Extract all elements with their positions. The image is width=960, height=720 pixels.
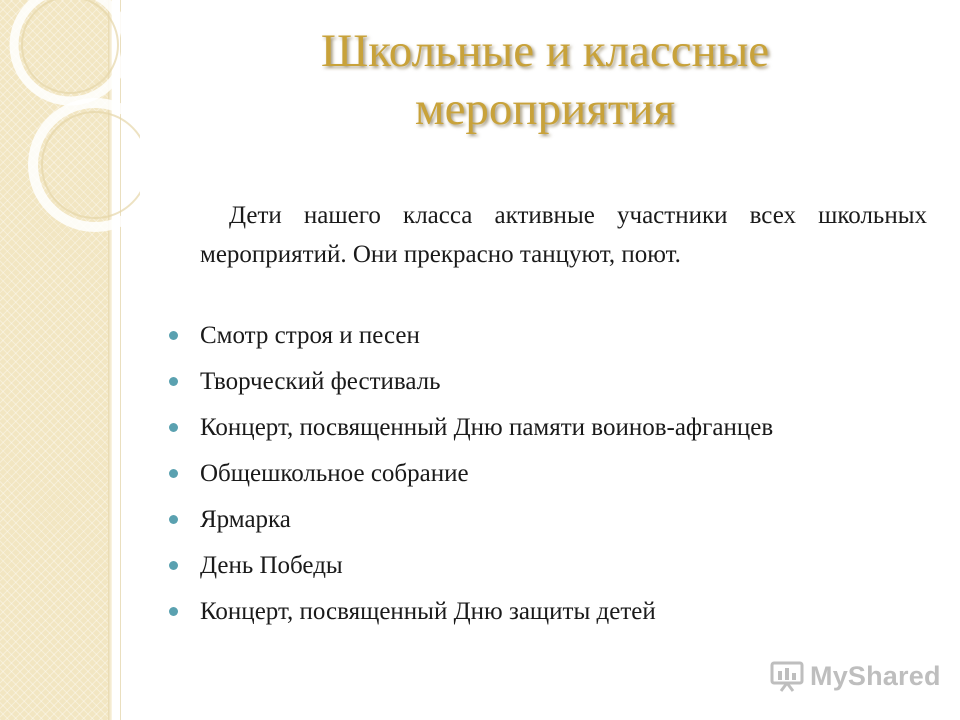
list-item xyxy=(160,456,940,491)
list-item-text: День Победы xyxy=(200,552,343,579)
list-item-text: Общешкольное собрание xyxy=(200,460,469,487)
bullet-dot-icon xyxy=(169,515,178,524)
list-item-text: Концерт, посвященный Дню защиты детей xyxy=(200,598,656,625)
list-item-text: Смотр строя и песен xyxy=(200,322,420,349)
list-item xyxy=(160,502,940,537)
intro-paragraph: Дети нашего класса активные участники всех школьных мероприятий. Они прекрасно танцуют, поют. xyxy=(200,202,927,268)
list-item-text: Творческий фестиваль xyxy=(200,368,441,395)
bullet-dot-icon xyxy=(169,561,178,570)
list-item xyxy=(160,318,940,353)
presentation-board-icon xyxy=(770,659,804,693)
list-item xyxy=(160,364,940,399)
decorative-rings-icon xyxy=(0,0,140,260)
events-list xyxy=(160,318,940,640)
slide-title-line-1: Школьные и классные xyxy=(320,25,770,77)
bullet-dot-icon xyxy=(169,377,178,386)
slide-title xyxy=(180,22,910,138)
watermark-text: MyShared xyxy=(810,660,941,691)
list-item xyxy=(160,548,940,583)
list-item-text: Ярмарка xyxy=(200,506,291,533)
watermark xyxy=(770,656,941,696)
bullet-dot-icon xyxy=(169,469,178,478)
bullet-dot-icon xyxy=(169,423,178,432)
list-item xyxy=(160,410,840,445)
slide-title-line-2: мероприятия xyxy=(414,83,676,135)
bullet-dot-icon xyxy=(169,607,178,616)
list-item-text: Концерт, посвященный Дню памяти воинов-афганцев xyxy=(200,414,774,441)
list-item xyxy=(160,594,940,629)
bullet-dot-icon xyxy=(169,331,178,340)
